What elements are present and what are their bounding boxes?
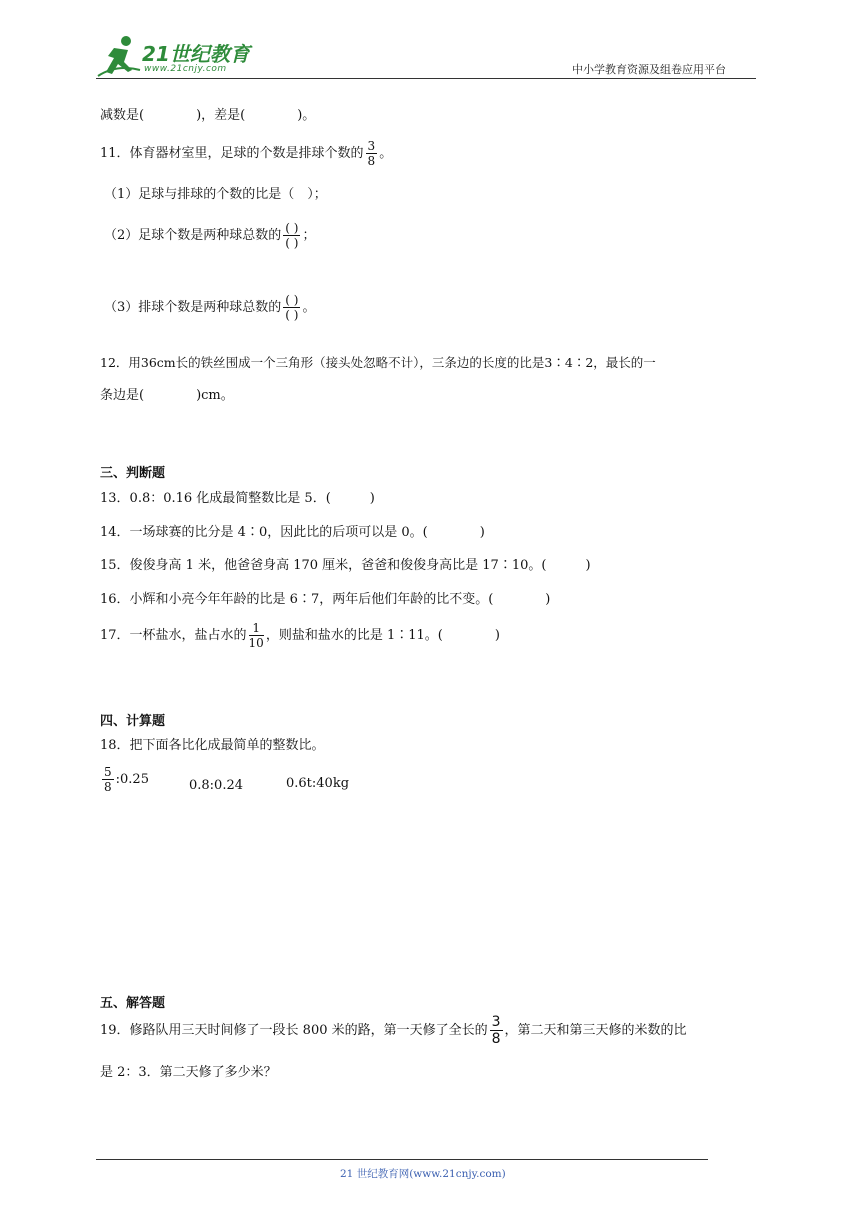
q12-line-1: 12．用36cm长的铁丝围成一个三角形（接头处忽略不计），三条边的长度的比是3∶4∶2，最长的一 [100,355,656,370]
header-divider [96,78,756,79]
fraction-3-8: $\frac{3}{8}$ [491,1014,501,1047]
question-16: 16．小辉和小亮今年年龄的比是 6∶7，两年后他们年龄的比不变。( ) [100,592,551,607]
header-logo [96,34,266,80]
q12-line-2: 条边是( )cm。 [100,388,234,403]
q11-stem: 11．体育器材室里，足球的个数是排球个数的 [100,146,364,161]
question-19-line-2: 是 2：3．第二天修了多少米？ [100,1065,277,1080]
q11-part-2: （2）足球个数是两种球总数的 $\frac{( )}{( )}$ ； [104,221,316,250]
fraction-3-8: $\frac{3}{8}$ [367,139,376,168]
question-14: 14．一场球赛的比分是 4∶0，因此比的后项可以是 0。( ) [100,525,485,540]
q18-item-a: $\frac{5}{8}$ :0.25 [104,765,149,794]
blank-fraction: $\frac{( )}{( )}$ [285,293,299,322]
q11-part-3: （3）排球个数是两种球总数的 $\frac{( )}{( )}$ 。 [104,293,316,322]
question-11: 11．体育器材室里，足球的个数是排球个数的 $\frac{3}{8}$ 。 [100,139,393,168]
line-top: 减数是( )，差是( )。 [100,108,316,123]
question-18: 18．把下面各比化成最简单的整数比。 [100,738,325,753]
q18-item-c: 0.6t:40kg [286,776,350,791]
question-17: 17．一杯盐水，盐占水的 $\frac{1}{10}$ ，则盐和盐水的比是 1∶11。( ) [100,621,500,650]
footer-divider [96,1159,708,1160]
q11-part-1: （1）足球与排球的个数的比是（ ）； [104,187,327,202]
q18-item-b: 0.8:0.24 [189,778,243,793]
section-5-title: 五、解答题 [100,996,166,1011]
site-tagline: 中小学教育资源及组卷应用平台 [572,63,726,76]
fraction-5-8: $\frac{5}{8}$ [104,765,112,794]
footer-text: 21 世纪教育网(www.21cnjy.com) [340,1168,506,1180]
question-13: 13．0.8：0.16 化成最简整数比是 5．( ) [100,491,375,506]
question-15: 15．俊俊身高 1 米，他爸爸身高 170 厘米，爸爸和俊俊身高比是 17∶10。( ) [100,558,591,573]
runner-logo-icon [96,34,144,78]
logo-main-text: 21世纪教育 [142,42,250,66]
section-4-title: 四、计算题 [100,714,166,729]
blank-fraction: $\frac{( )}{( )}$ [285,221,299,250]
question-19-line-1: 19．修路队用三天时间修了一段长 800 米的路，第一天修了全长的 $\frac{3}{8}$ ，第二天和第三天修的米数的比 [100,1014,687,1047]
fraction-1-10: $\frac{1}{10}$ [248,621,264,650]
logo-url-text: www.21cnjy.com [144,64,227,74]
section-3-title: 三、判断题 [100,466,166,481]
